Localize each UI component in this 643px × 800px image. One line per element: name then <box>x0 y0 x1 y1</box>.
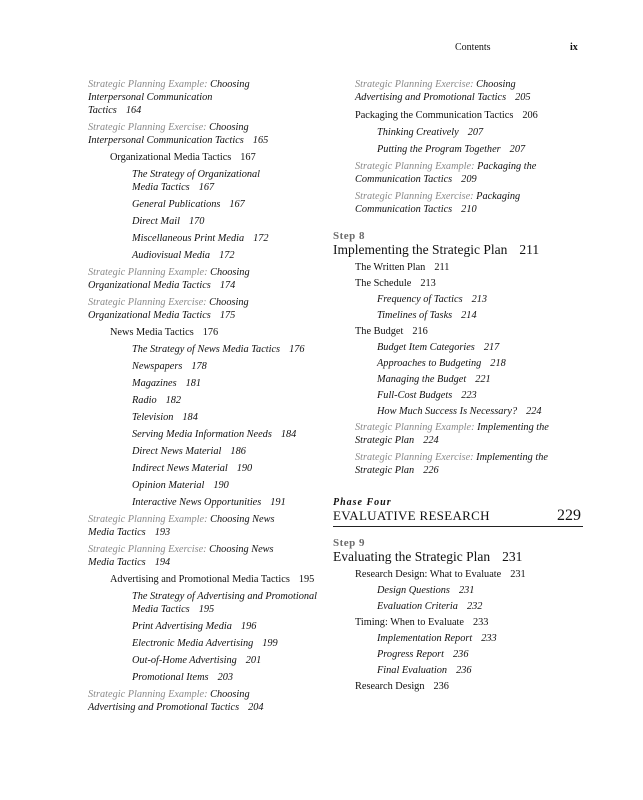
planning-label: Strategic Planning Exercise: <box>88 297 207 308</box>
phase-title: EVALUATIVE RESEARCH <box>333 508 490 523</box>
page-number: 176 <box>289 344 305 355</box>
toc-entry <box>88 445 323 458</box>
toc-entry <box>333 277 583 290</box>
entry-title: How Much Success Is Necessary? <box>377 406 518 417</box>
page-number: 167 <box>240 152 256 163</box>
planning-label: Strategic Planning Example: <box>355 161 475 172</box>
entry-title: Magazines <box>132 378 177 389</box>
phase-title-row <box>333 508 583 527</box>
entry-title: Implementing the <box>477 422 549 433</box>
toc-entry <box>88 573 323 586</box>
toc-entry <box>88 462 323 475</box>
entry-title: General Publications <box>132 199 221 210</box>
entry-title: Interactive News Opportunities <box>132 497 262 508</box>
entry-title: Strategic Plan <box>355 435 415 446</box>
page-number: 211 <box>434 262 450 273</box>
page-number: 184 <box>182 412 198 423</box>
entry-title: Choosing <box>210 79 250 90</box>
toc-entry <box>333 616 583 629</box>
toc-entry <box>333 126 583 139</box>
entry-title: Indirect News Material <box>132 463 228 474</box>
toc-entry <box>88 326 323 339</box>
page-number: 233 <box>481 633 497 644</box>
step-label: Step 8 <box>333 230 366 242</box>
planning-label: Strategic Planning Exercise: <box>355 452 474 463</box>
page-number: 205 <box>515 92 531 103</box>
step-heading <box>333 230 583 258</box>
toc-entry <box>333 568 583 581</box>
page-number: 164 <box>125 105 142 116</box>
entry-title: Choosing <box>209 122 249 133</box>
entry-title: Interpersonal Communication Tactics <box>88 135 244 146</box>
toc-entry <box>333 584 583 597</box>
page-number: 224 <box>423 435 439 446</box>
page-number: 165 <box>252 135 269 146</box>
page-number: 217 <box>483 342 500 353</box>
toc-entry <box>333 421 583 447</box>
entry-title: Frequency of Tactics <box>377 294 463 305</box>
planning-label: Strategic Planning Exercise: <box>355 191 474 202</box>
page-number: 195 <box>298 574 315 585</box>
page-number: 210 <box>461 204 477 215</box>
page-number: 218 <box>490 358 506 369</box>
entry-title: The Strategy of News Media Tactics <box>132 344 281 355</box>
toc-entry <box>333 261 583 274</box>
page-number: 196 <box>240 621 257 632</box>
toc-entry <box>88 394 323 407</box>
entry-title: News Media Tactics <box>110 327 194 338</box>
toc-right-column <box>333 78 583 693</box>
entry-title: Progress Report <box>377 649 445 660</box>
entry-title: Advertising and Promotional Media Tactics <box>110 574 290 585</box>
planning-label: Strategic Planning Exercise: <box>88 544 207 555</box>
toc-entry <box>333 309 583 322</box>
entry-title: The Strategy of Organizational <box>132 169 261 180</box>
toc-entry <box>88 151 323 164</box>
entry-title: Audiovisual Media <box>132 250 211 261</box>
toc-entry <box>88 479 323 492</box>
entry-title: Out-of-Home Advertising <box>132 655 237 666</box>
toc-entry <box>333 451 583 477</box>
entry-title: The Budget <box>355 326 404 337</box>
entry-title: Full-Cost Budgets <box>377 390 453 401</box>
page-number: 236 <box>433 681 449 692</box>
page-number: 236 <box>453 649 469 660</box>
phase-label: Phase Four <box>333 497 392 508</box>
toc-entry <box>88 637 323 650</box>
page-number: 216 <box>412 326 428 337</box>
page-number: 224 <box>526 406 542 417</box>
entry-title: Research Design <box>355 681 425 692</box>
toc-entry <box>333 143 583 156</box>
toc-entry <box>333 109 583 122</box>
entry-title: Design Questions <box>377 585 450 596</box>
toc-entry <box>333 293 583 306</box>
entry-title: Opinion Material <box>132 480 205 491</box>
toc-entry <box>88 198 323 211</box>
step-title-text: Evaluating the Strategic Plan <box>333 549 491 564</box>
entry-title: The Strategy of Advertising and Promotional <box>132 591 318 602</box>
page-number: 203 <box>217 672 234 683</box>
toc-entry <box>88 411 323 424</box>
entry-title: Choosing <box>210 267 250 278</box>
entry-title: Serving Media Information Needs <box>132 429 272 440</box>
entry-title: Approaches to Budgeting <box>377 358 482 369</box>
toc-entry <box>333 357 583 370</box>
toc-entry <box>88 215 323 228</box>
planning-label: Strategic Planning Example: <box>88 689 208 700</box>
page-number: 190 <box>213 480 229 491</box>
toc-entry <box>88 620 323 633</box>
entry-title: Organizational Media Tactics <box>110 152 232 163</box>
entry-title: Strategic Plan <box>355 465 415 476</box>
planning-label: Strategic Planning Example: <box>88 79 208 90</box>
page-number: 195 <box>198 604 215 615</box>
toc-entry <box>88 232 323 245</box>
page-number: 221 <box>475 374 491 385</box>
page-number: 172 <box>253 233 269 244</box>
page-number: 176 <box>202 327 219 338</box>
phase-heading <box>333 497 583 527</box>
page-number: 213 <box>471 294 488 305</box>
entry-title: Timelines of Tasks <box>377 310 453 321</box>
toc-entry <box>88 266 323 292</box>
entry-title: Research Design: What to Evaluate <box>355 569 502 580</box>
toc-entry <box>88 543 323 569</box>
page-number: 236 <box>456 665 472 676</box>
entry-title: Implementing the <box>476 452 548 463</box>
entry-title: Choosing <box>210 689 250 700</box>
page-number: 204 <box>248 702 264 713</box>
page-number: 178 <box>191 361 207 372</box>
entry-title: Interpersonal Communication <box>88 92 213 103</box>
page-number: 181 <box>185 378 202 389</box>
toc-entry <box>333 190 583 216</box>
toc-entry <box>88 496 323 509</box>
page-number: 231 <box>458 585 475 596</box>
header-page-number: ix <box>570 42 578 53</box>
toc-entry <box>88 377 323 390</box>
toc-entry <box>88 121 323 147</box>
page-number: 172 <box>219 250 235 261</box>
planning-label: Strategic Planning Exercise: <box>88 122 207 133</box>
page-number: 232 <box>466 601 483 612</box>
planning-label: Strategic Planning Example: <box>88 267 208 278</box>
toc-entry <box>88 343 323 356</box>
page-number: 206 <box>522 110 538 121</box>
entry-title: Media Tactics <box>132 604 190 615</box>
page-number: 231 <box>510 569 526 580</box>
entry-title: Organizational Media Tactics <box>88 280 211 291</box>
toc-entry <box>88 296 323 322</box>
toc-entry <box>333 325 583 338</box>
planning-label: Strategic Planning Example: <box>88 514 208 525</box>
entry-title: Timing: When to Evaluate <box>355 617 464 628</box>
entry-title: Packaging the Communication Tactics <box>355 110 514 121</box>
toc-entry <box>88 360 323 373</box>
toc-entry <box>88 78 323 117</box>
step-title-text: Implementing the Strategic Plan <box>333 242 508 257</box>
entry-title: Final Evaluation <box>377 665 448 676</box>
entry-title: Managing the Budget <box>377 374 467 385</box>
page-number: 209 <box>461 174 477 185</box>
toc-entry <box>88 654 323 667</box>
page-number: 167 <box>198 182 215 193</box>
toc-entry <box>333 600 583 613</box>
entry-title: Choosing <box>209 297 249 308</box>
page-number: 191 <box>270 497 286 508</box>
page-number: 194 <box>154 557 171 568</box>
toc-entry <box>88 428 323 441</box>
page-number: 211 <box>519 242 540 257</box>
header-section-title: Contents <box>455 42 491 53</box>
toc-entry <box>333 341 583 354</box>
entry-title: Television <box>132 412 174 423</box>
page-number: 207 <box>467 127 484 138</box>
planning-label: Strategic Planning Exercise: <box>355 79 474 90</box>
entry-title: Tactics <box>88 105 117 116</box>
toc-entry <box>333 160 583 186</box>
entry-title: Direct News Material <box>132 446 222 457</box>
page-number: 190 <box>236 463 253 474</box>
entry-title: Electronic Media Advertising <box>132 638 254 649</box>
entry-title: Putting the Program Together <box>377 144 501 155</box>
page-number: 182 <box>165 395 182 406</box>
step-label: Step 9 <box>333 537 366 549</box>
toc-entry <box>88 249 323 262</box>
page-number: 193 <box>154 527 171 538</box>
entry-title: Packaging <box>476 191 521 202</box>
page-number: 167 <box>229 199 245 210</box>
entry-title: Advertising and Promotional Tactics <box>88 702 240 713</box>
page-number: 175 <box>219 310 236 321</box>
entry-title: Choosing <box>476 79 516 90</box>
entry-title: Communication Tactics <box>355 204 453 215</box>
toc-entry <box>88 168 323 194</box>
entry-title: The Schedule <box>355 278 412 289</box>
toc-entry <box>333 373 583 386</box>
entry-title: Print Advertising Media <box>132 621 232 632</box>
page-number: 207 <box>509 144 526 155</box>
entry-title: Radio <box>132 395 157 406</box>
page-number: 231 <box>502 549 523 564</box>
entry-title: Thinking Creatively <box>377 127 459 138</box>
toc-entry <box>333 389 583 402</box>
toc-entry <box>333 405 583 418</box>
toc-entry <box>333 632 583 645</box>
step-heading <box>333 537 583 565</box>
entry-title: Communication Tactics <box>355 174 453 185</box>
entry-title: Advertising and Promotional Tactics <box>355 92 507 103</box>
toc-entry <box>333 648 583 661</box>
entry-title: Implementation Report <box>377 633 473 644</box>
page-number: 213 <box>420 278 436 289</box>
step-title <box>333 242 583 258</box>
entry-title: Choosing News <box>209 544 274 555</box>
page-number: 170 <box>188 216 205 227</box>
toc-entry <box>88 671 323 684</box>
entry-title: Media Tactics <box>88 527 146 538</box>
entry-title: Promotional Items <box>132 672 209 683</box>
entry-title: Media Tactics <box>132 182 190 193</box>
page-number: 199 <box>262 638 278 649</box>
page-number: 226 <box>423 465 439 476</box>
page-number: 233 <box>472 617 489 628</box>
page-number: 223 <box>461 390 477 401</box>
entry-title: Media Tactics <box>88 557 146 568</box>
entry-title: Packaging the <box>477 161 537 172</box>
toc-entry <box>88 688 323 714</box>
toc-left-column <box>88 78 323 714</box>
entry-title: Choosing News <box>210 514 275 525</box>
page-number: 229 <box>557 507 581 524</box>
entry-title: The Written Plan <box>355 262 426 273</box>
toc-entry <box>333 680 583 693</box>
step-title <box>333 549 583 565</box>
page-number: 186 <box>230 446 246 457</box>
entry-title: Direct Mail <box>132 216 180 227</box>
entry-title: Newspapers <box>132 361 183 372</box>
toc-entry <box>333 78 583 104</box>
planning-label: Strategic Planning Example: <box>355 422 475 433</box>
page-number: 214 <box>461 310 477 321</box>
page-number: 201 <box>245 655 262 666</box>
toc-entry <box>88 513 323 539</box>
toc-entry <box>333 664 583 677</box>
page-number: 184 <box>280 429 297 440</box>
toc-entry <box>88 590 323 616</box>
page-number: 174 <box>219 280 236 291</box>
running-header <box>0 42 643 56</box>
entry-title: Evaluation Criteria <box>377 601 458 612</box>
entry-title: Budget Item Categories <box>377 342 475 353</box>
entry-title: Miscellaneous Print Media <box>132 233 245 244</box>
entry-title: Organizational Media Tactics <box>88 310 211 321</box>
